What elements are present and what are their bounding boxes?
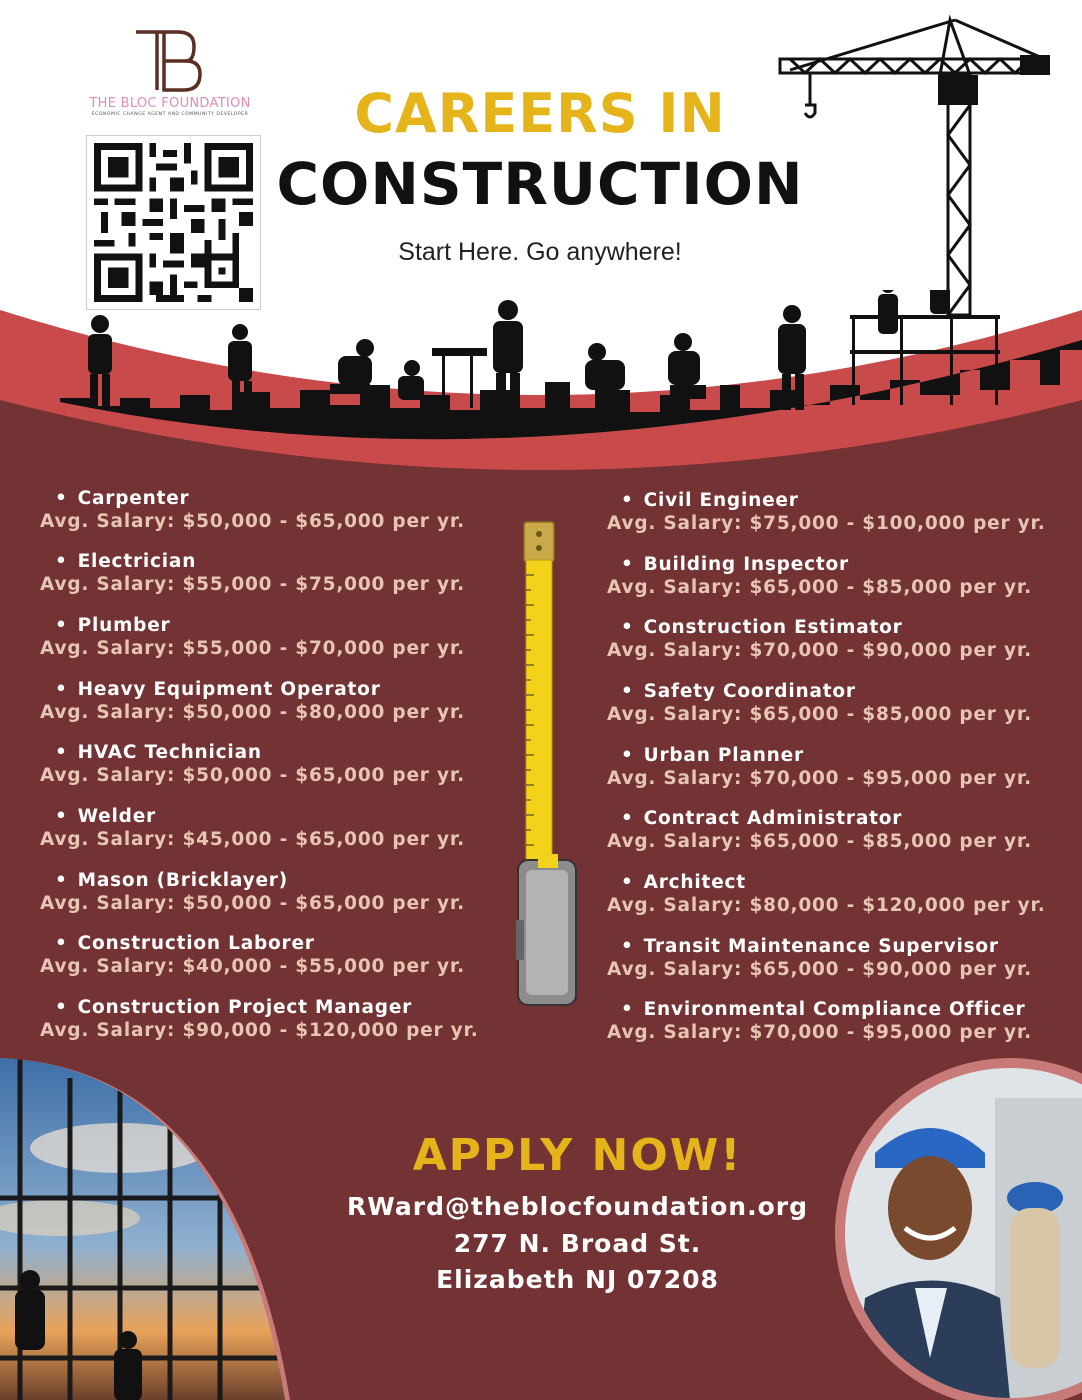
org-name: THE BLOC FOUNDATION: [89, 96, 251, 111]
job-title: • Plumber: [55, 615, 171, 636]
job-title: • Heavy Equipment Operator: [55, 679, 381, 700]
job-item: [621, 745, 804, 766]
job-item: [55, 679, 381, 700]
job-salary: Avg. Salary: $70,000 - $95,000 per yr.: [607, 768, 1032, 789]
org-tagline: ECONOMIC CHANGE AGENT AND COMMUNITY DEVELOPER: [91, 112, 249, 117]
job-salary-row: [607, 830, 1032, 852]
job-item: [55, 742, 262, 763]
job-title: • Mason (Bricklayer): [55, 870, 288, 891]
job-salary-row: [40, 637, 465, 659]
job-salary-row: [40, 764, 465, 786]
job-salary: Avg. Salary: $90,000 - $120,000 per yr.: [40, 1020, 479, 1041]
bloc-foundation-logo: [80, 26, 260, 117]
job-item: [621, 490, 799, 511]
job-title: • Environmental Compliance Officer: [621, 999, 1025, 1020]
job-salary: Avg. Salary: $55,000 - $75,000 per yr.: [40, 574, 465, 595]
job-salary: Avg. Salary: $50,000 - $65,000 per yr.: [40, 511, 465, 532]
job-title: • Electrician: [55, 551, 196, 572]
job-salary-row: [607, 576, 1032, 598]
job-title: • Urban Planner: [621, 745, 804, 766]
job-salary: Avg. Salary: $50,000 - $80,000 per yr.: [40, 702, 465, 723]
qr-code-icon[interactable]: [86, 135, 261, 310]
job-salary: Avg. Salary: $70,000 - $95,000 per yr.: [607, 1022, 1032, 1043]
job-item: [621, 808, 902, 829]
job-item: [55, 870, 288, 891]
address-line-1: 277 N. Broad St.: [453, 1229, 702, 1258]
job-salary: Avg. Salary: $65,000 - $85,000 per yr.: [607, 831, 1032, 852]
job-salary-row: [607, 767, 1032, 789]
tower-crane-icon: [770, 15, 1060, 315]
job-salary: Avg. Salary: $40,000 - $55,000 per yr.: [40, 956, 465, 977]
job-salary-row: [40, 573, 465, 595]
job-salary-row: [40, 1019, 479, 1041]
job-salary: Avg. Salary: $55,000 - $70,000 per yr.: [40, 638, 465, 659]
job-salary-row: [40, 892, 465, 914]
job-salary: Avg. Salary: $65,000 - $85,000 per yr.: [607, 577, 1032, 598]
tb-monogram-icon: [130, 26, 210, 94]
job-salary-row: [607, 958, 1032, 980]
apply-now-heading: APPLY NOW!: [412, 1130, 743, 1181]
job-item: [55, 551, 196, 572]
job-title: • Construction Laborer: [55, 933, 315, 954]
job-salary-row: [40, 701, 465, 723]
title-careers-in: CAREERS IN: [354, 82, 726, 145]
worker-portrait-photo: [835, 1058, 1082, 1400]
job-salary-row: [40, 955, 465, 977]
job-item: [55, 933, 315, 954]
job-salary-row: [607, 639, 1032, 661]
job-item: [55, 488, 189, 509]
job-salary: Avg. Salary: $50,000 - $65,000 per yr.: [40, 765, 465, 786]
job-title: • Carpenter: [55, 488, 189, 509]
job-item: [621, 681, 856, 702]
job-title: • Architect: [621, 872, 746, 893]
job-salary-row: [40, 510, 465, 532]
job-salary: Avg. Salary: $65,000 - $90,000 per yr.: [607, 959, 1032, 980]
job-salary-row: [607, 703, 1032, 725]
job-title: • Building Inspector: [621, 554, 849, 575]
tagline: Start Here. Go anywhere!: [398, 238, 682, 266]
job-salary: Avg. Salary: $80,000 - $120,000 per yr.: [607, 895, 1046, 916]
job-salary-row: [607, 512, 1046, 534]
job-title: • HVAC Technician: [55, 742, 262, 763]
workers-silhouette-band: [0, 290, 1082, 460]
job-salary: Avg. Salary: $70,000 - $90,000 per yr.: [607, 640, 1032, 661]
job-salary: Avg. Salary: $65,000 - $85,000 per yr.: [607, 704, 1032, 725]
job-salary: Avg. Salary: $75,000 - $100,000 per yr.: [607, 513, 1046, 534]
job-title: • Construction Project Manager: [55, 997, 412, 1018]
job-salary-row: [40, 828, 465, 850]
job-title: • Safety Coordinator: [621, 681, 856, 702]
job-item: [55, 615, 171, 636]
tape-measure-icon: [516, 520, 580, 1010]
job-title: • Construction Estimator: [621, 617, 903, 638]
contact-email[interactable]: RWard@theblocfoundation.org: [347, 1192, 808, 1221]
title-construction: CONSTRUCTION: [276, 150, 804, 218]
job-title: • Contract Administrator: [621, 808, 902, 829]
job-item: [621, 936, 999, 957]
job-title: • Welder: [55, 806, 156, 827]
job-salary-row: [607, 894, 1046, 916]
job-title: • Transit Maintenance Supervisor: [621, 936, 999, 957]
scaffolding-photo: [0, 1058, 290, 1400]
job-salary-row: [607, 1021, 1032, 1043]
job-item: [55, 997, 412, 1018]
address-line-2: Elizabeth NJ 07208: [436, 1265, 719, 1294]
job-salary: Avg. Salary: $50,000 - $65,000 per yr.: [40, 893, 465, 914]
job-item: [55, 806, 156, 827]
job-item: [621, 554, 849, 575]
job-item: [621, 872, 746, 893]
job-title: • Civil Engineer: [621, 490, 799, 511]
job-item: [621, 999, 1025, 1020]
job-item: [621, 617, 903, 638]
job-salary: Avg. Salary: $45,000 - $65,000 per yr.: [40, 829, 465, 850]
